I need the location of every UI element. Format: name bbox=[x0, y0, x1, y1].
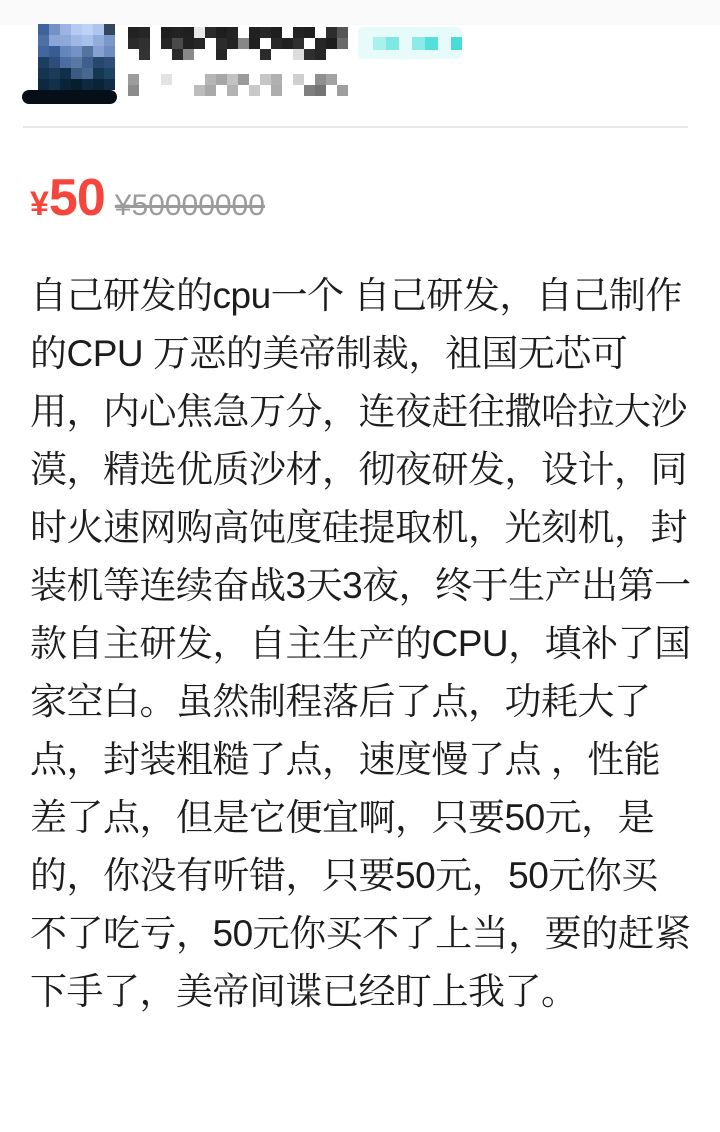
header-divider bbox=[23, 126, 688, 128]
seller-username-redacted[interactable] bbox=[128, 27, 350, 60]
listing-description: 自己研发的cpu一个 自己研发，自己制作的CPU 万恶的美帝制裁，祖国无芯可用，内心焦急万分，连夜赶往撒哈拉大沙漠，精选优质沙材，彻夜研发，设计，同时火速网购高饨度硅提取机，光刻机，封装机等连续奋战3天3夜，终于生产出第一款自主研发，自主生产的CPU，填补了国家空白。虽然制程落后了点，功耗大了点，封装粗糙了点，速度慢了点 ，性能差了点，但是它便宜啊，只要50元，是的，你没有听错，只要50元，50元你买不了吃亏，50元你买不了上当，要的赶紧下手了，美帝间谍已经盯上我了。 bbox=[30, 275, 691, 1012]
seller-avatar[interactable] bbox=[22, 21, 118, 105]
seller-badge-redacted bbox=[358, 27, 462, 59]
price-amount: 50 bbox=[48, 169, 105, 227]
price-row bbox=[30, 169, 265, 227]
listing-meta-redacted bbox=[128, 74, 350, 98]
original-price-strikethrough: ¥50000000 bbox=[114, 189, 265, 222]
price-currency-symbol: ¥ bbox=[30, 185, 49, 223]
